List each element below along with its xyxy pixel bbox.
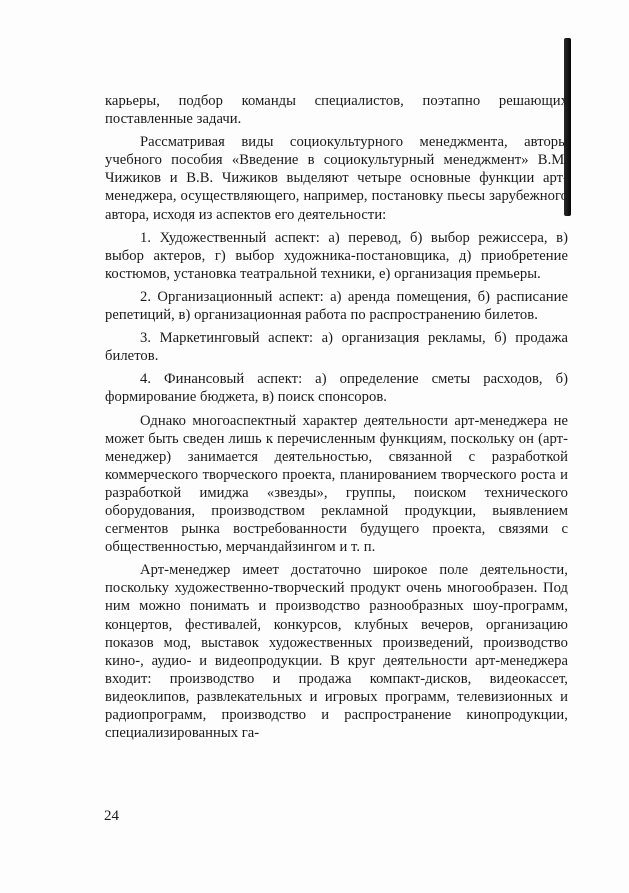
paragraph-aspect-organizational: 2. Организационный аспект: а) аренда помещения, б) расписание репетиций, в) организационная работа по распространению билетов.	[105, 288, 568, 324]
paragraph-field-of-activity: Арт-менеджер имеет достаточно широкое поле деятельности, поскольку художественно-творческий продукт очень многообразен. Под ним можно понимать и производство разнообразных шоу-программ, концертов, фестивалей, конкурсов, клубных вечеров, организацию показов мод, выставок художественных произведений, производство кино-, аудио- и видеопродукции. В круг деятельности арт-менеджера входит: производство и продажа компакт-дисков, видеокассет, видеоклипов, развлекательных и игровых программ, телевизионных и радиопрограмм, производство и распространение кинопродукции, специализированных га-	[105, 562, 568, 742]
paragraph-intro: Рассматривая виды социокультурного менеджмента, авторы учебного пособия «Введение в социокультурный менеджмент» В.М. Чижиков и В.В. Чижиков выделяют четыре основные функции арт-менеджера, осуществляющего, например, постановку пьесы зарубежного автора, исходя из аспектов его деятельности:	[105, 134, 568, 223]
paragraph-continuation: карьеры, подбор команды специалистов, поэтапно решающих поставленные задачи.	[105, 93, 568, 128]
body-text	[105, 92, 568, 747]
paragraph-aspect-artistic: 1. Художественный аспект: а) перевод, б) выбор режиссера, в) выбор актеров, г) выбор художника-постановщика, д) приобретение костюмов, установка театральной техники, е) организация премьеры.	[105, 229, 568, 282]
paragraph-aspect-financial: 4. Финансовый аспект: а) определение сметы расходов, б) формирование бюджета, в) поиск спонсоров.	[105, 371, 568, 406]
page-number: 24	[104, 808, 119, 824]
paragraph-aspect-marketing: 3. Маркетинговый аспект: а) организация рекламы, б) продажа билетов.	[105, 330, 568, 365]
paragraph-multiaspect: Однако многоаспектный характер деятельности арт-менеджера не может быть сведен лишь к перечисленным функциям, поскольку он (арт-менеджер) занимается деятельностью, связанной с разработкой коммерческого творческого проекта, планированием творческого роста и разработкой имиджа «звезды», группы, поиском технического оборудования, производством рекламной продукции, выявлением сегментов рынка востребованности будущего проекта, связями с общественностью, мерчандайзингом и т. п.	[105, 412, 568, 556]
